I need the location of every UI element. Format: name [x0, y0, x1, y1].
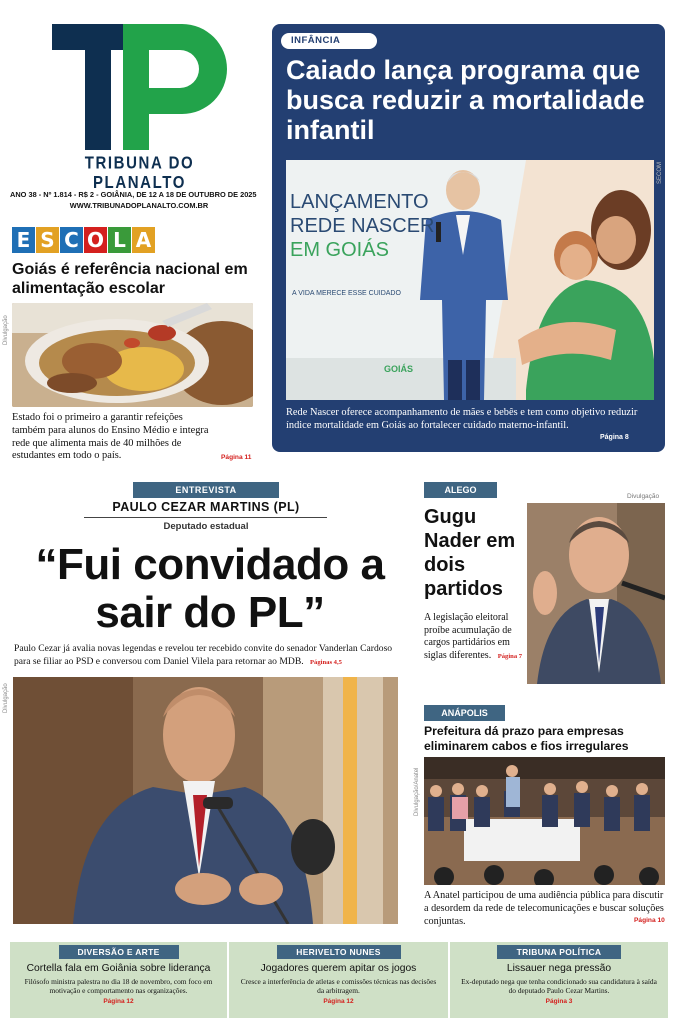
footer-headline: Jogadores querem apitar os jogos — [260, 963, 417, 974]
footer-headline: Cortella fala em Goiânia sobre liderança — [26, 963, 211, 974]
footer-teaser[interactable] — [229, 942, 448, 1018]
gugu-nader-image — [527, 503, 665, 684]
escola-letter: S — [36, 227, 59, 253]
footer-teaser[interactable] — [450, 942, 668, 1018]
divider — [84, 517, 327, 518]
alego-headline[interactable]: Gugu Nader em dois partidos — [424, 506, 516, 600]
banner-line: LANÇAMENTO — [290, 191, 429, 213]
escola-summary — [12, 412, 217, 463]
deputy-portrait-photo[interactable] — [13, 677, 398, 924]
footer-tag: DIVERSÃO E ARTE — [59, 945, 179, 959]
footer-page-ref[interactable]: Página 12 — [323, 997, 354, 1005]
gugu-nader-photo[interactable] — [527, 503, 665, 684]
footer-page-ref[interactable]: Página 3 — [545, 997, 573, 1005]
escola-page-ref[interactable]: Página 11 — [221, 454, 252, 461]
footer-page-ref[interactable]: Página 12 — [103, 997, 134, 1005]
footer-tag: HERIVELTO NUNES — [277, 945, 401, 959]
photo-credit: SECOM — [657, 161, 663, 184]
escola-letter: A — [132, 227, 155, 253]
escola-headline[interactable]: Goiás é referência nacional em alimentação escolar — [12, 261, 248, 297]
infancia-page-ref[interactable]: Página 8 — [600, 434, 629, 441]
rede-nascer-launch-photo[interactable] — [286, 160, 654, 400]
banner-line: REDE NASCER — [290, 215, 435, 237]
entrevista-headline[interactable]: “Fui convidado a sair do PL” — [35, 540, 385, 637]
alego-page-ref[interactable]: Página 7 — [497, 652, 523, 660]
school-meal-image — [12, 303, 253, 407]
footer-teasers — [10, 942, 668, 1018]
anapolis-page-ref[interactable]: Página 10 — [634, 917, 665, 924]
alego-summary-text: A legislação eleitoral proíbe acumulação de cargos partidários em siglas diferentes. — [424, 612, 512, 661]
edition-info: ANO 38 - Nº 1.814 - R$ 2 - GOIÂNIA, DE 12 A 18 DE OUTUBRO DE 2025 — [10, 190, 257, 199]
alego-section-tag: ALEGO — [424, 482, 497, 498]
anapolis-headline[interactable]: Prefeitura dá prazo para empresas eliminarem cabos e fios irregulares — [424, 724, 629, 753]
public-hearing-photo[interactable] — [424, 757, 665, 885]
escola-letter: E — [12, 227, 35, 253]
interviewee-role: Deputado estadual — [163, 521, 249, 532]
footer-headline: Lissauer nega pressão — [506, 963, 612, 974]
anapolis-section-tag: ANÁPOLIS — [424, 705, 505, 721]
escola-section-tag — [12, 227, 155, 253]
entrevista-summary — [14, 642, 406, 669]
anapolis-summary: A Anatel participou de uma audiência pública para discutir a desordem da rede de telecomunicações e buscar soluções conjuntas. — [424, 890, 664, 927]
tp-logo-icon — [52, 24, 227, 150]
photo-credit: Divulgação — [3, 683, 9, 713]
banner-line: EM GOIÁS — [290, 239, 389, 261]
school-meal-photo[interactable] — [12, 303, 253, 407]
entrevista-page-ref[interactable]: Páginas 4,5 — [310, 659, 342, 666]
footer-text: Filósofo ministra palestra no dia 18 de novembro, com foco em motivação e comportamento nas organizações. — [24, 977, 213, 996]
infancia-section-tag: INFÂNCIA — [281, 33, 377, 49]
banner-logo: GOIÁS — [384, 364, 414, 374]
infancia-caption: Rede Nascer oferece acompanhamento de mães e bebês e tem como objetivo reduzir índice mortalidade em Goiás ao fortalecer cuidado materno-infantil. — [286, 407, 638, 431]
escola-summary-text: Estado foi o primeiro a garantir refeições também para alunos do Ensino Médio e integra rede que alimenta mais de 40 milhões de estudantes em todo o país. — [12, 412, 209, 462]
entrevista-summary-text: Paulo Cezar já avalia novas legendas e revelou ter recebido convite do senador Vanderlan Cardoso para se filiar ao PSD e conversou com Daniel Vilela para retornar ao MDB. — [14, 643, 393, 667]
deputy-speaking-image — [13, 677, 398, 924]
footer-text: Cresce a interferência de atletas e comissões técnicas nas decisões da arbitragem. — [240, 977, 437, 996]
escola-letter: O — [84, 227, 107, 253]
paper-name: TRIBUNA DO PLANALTO — [84, 153, 195, 193]
footer-text: Ex-deputado nega que tenha condicionado sua candidatura à saída do deputado Paulo Cezar Martins. — [461, 977, 657, 996]
interviewee-name: PAULO CEZAR MARTINS (PL) — [112, 500, 300, 514]
public-hearing-image — [424, 757, 665, 885]
alego-summary — [424, 612, 524, 663]
photo-credit: Divulgação/Anatel — [414, 767, 420, 816]
footer-teaser[interactable] — [10, 942, 227, 1018]
escola-letter: L — [108, 227, 131, 253]
entrevista-section-tag: ENTREVISTA — [133, 482, 279, 498]
newspaper-logo[interactable] — [52, 24, 227, 150]
escola-letter: C — [60, 227, 83, 253]
launch-event-image — [286, 160, 654, 400]
banner-tagline: A VIDA MERECE ESSE CUIDADO — [292, 290, 401, 297]
photo-credit: Divulgação — [627, 493, 660, 500]
footer-tag: TRIBUNA POLÍTICA — [497, 945, 621, 959]
infancia-headline[interactable]: Caiado lança programa que busca reduzir a mortalidade infantil — [286, 55, 645, 145]
website-link[interactable]: WWW.TRIBUNADOPLANALTO.COM.BR — [69, 201, 209, 210]
photo-credit: Divulgação — [3, 315, 9, 345]
